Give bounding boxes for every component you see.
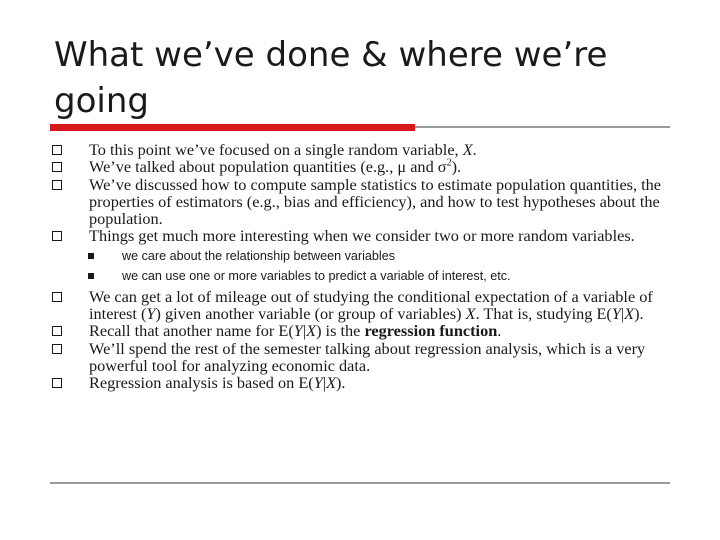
title-accent-rule <box>50 124 415 131</box>
sub-bullet-item: we can use one or more variables to predict a variable of interest, etc. <box>52 268 672 285</box>
bullet-item: Recall that another name for E(Y|X) is the regression function. <box>52 322 672 339</box>
footer-divider-rule <box>50 482 670 484</box>
bullet-item: We’ll spend the rest of the semester talking about regression analysis, which is a very powerful tool for analyzing economic data. <box>52 340 672 375</box>
square-bullet-icon <box>52 326 62 336</box>
slide-title: What we’ve done & where we’re going <box>54 35 608 121</box>
bullet-item: Regression analysis is based on E(Y|X). <box>52 374 672 391</box>
slide-body <box>52 141 672 392</box>
square-bullet-icon <box>52 231 62 241</box>
square-bullet-icon <box>52 180 62 190</box>
bullet-item: We can get a lot of mileage out of studying the conditional expectation of a variable of interest (Y) given another variable (or group of variables) X. That is, studying E(Y|X). <box>52 288 672 323</box>
bullet-item: To this point we’ve focused on a single random variable, X. <box>52 141 672 158</box>
title-divider-rule <box>415 126 670 128</box>
filled-square-bullet-icon <box>88 253 94 259</box>
square-bullet-icon <box>52 378 62 388</box>
filled-square-bullet-icon <box>88 273 94 279</box>
bullet-item: We’ve discussed how to compute sample statistics to estimate population quantities, the properties of estimators (e.g., bias and efficiency), and how to test hypotheses about the population. <box>52 176 672 228</box>
bullet-item: We’ve talked about population quantities (e.g., μ and $\sigma^2$). <box>52 158 672 175</box>
square-bullet-icon <box>52 162 62 172</box>
bullet-item: Things get much more interesting when we consider two or more random variables. <box>52 227 672 244</box>
square-bullet-icon <box>52 344 62 354</box>
square-bullet-icon <box>52 292 62 302</box>
sub-bullet-item: we care about the relationship between variables <box>52 248 672 265</box>
square-bullet-icon <box>52 145 62 155</box>
